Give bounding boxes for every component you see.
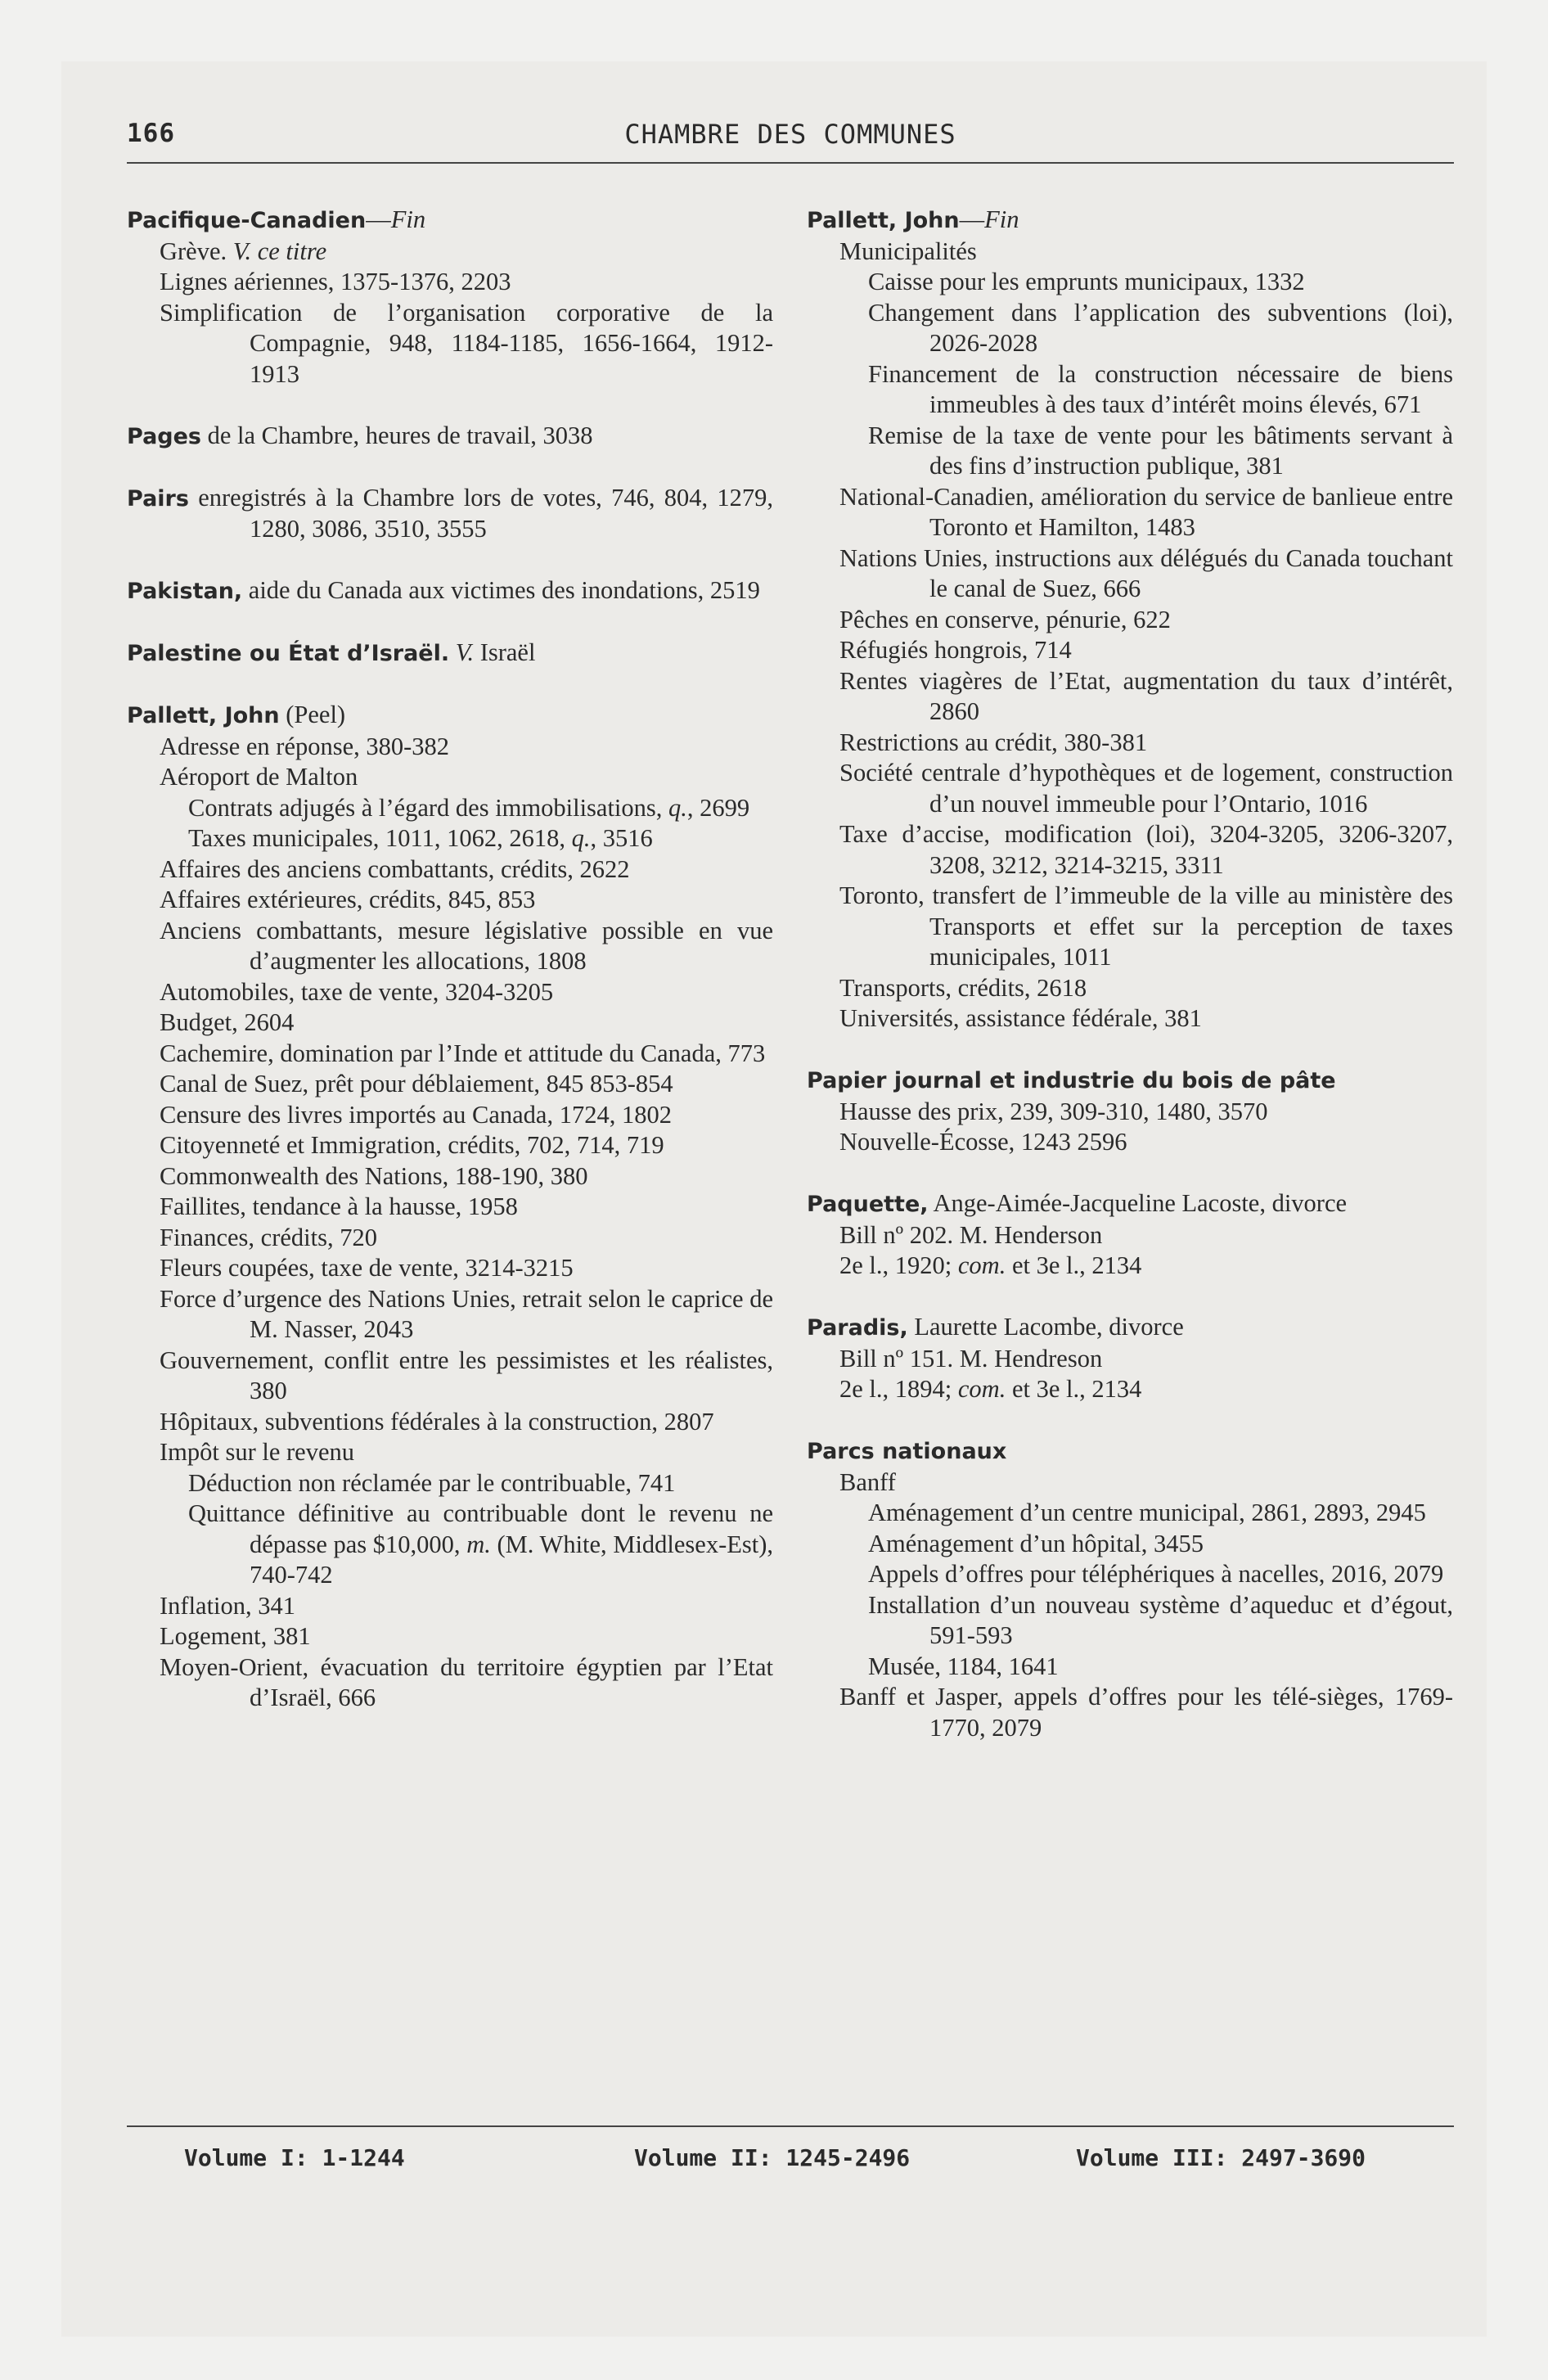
index-entry [807,1127,1453,1158]
entry-italic: q. [571,824,591,852]
footer-volume-1: Volume I: 1-1244 [184,2144,405,2171]
entry-text: Quittance définitive au contribuable dont le revenu ne dépasse pas $10,000, [188,1499,773,1558]
footer-volume-2: Volume II: 1245-2496 [634,2144,911,2171]
heading-text: aide du Canada aux victimes des inondations, 2519 [242,576,760,604]
entry-text: , 2699 [686,793,750,822]
index-entry [127,793,773,824]
index-entry [807,1097,1453,1128]
index-entry [807,1498,1453,1529]
index-entry [807,421,1453,482]
entry-text: Affaires extérieures, crédits, 845, 853 [160,886,536,913]
index-entry [807,298,1453,359]
heading-term: Palestine ou État d’Israël. [127,641,450,666]
entry-text: Inflation, 341 [160,1591,296,1620]
entry-italic: q. [668,793,687,822]
entry-text: Déduction non réclamée par le contribuable, 741 [188,1468,676,1497]
index-entry [807,728,1453,759]
entry-text: Grève. [160,237,233,265]
entry-text: Faillites, tendance à la hausse, 1958 [160,1192,518,1220]
right-column [807,205,1453,1743]
entry-text: Pêches en conserve, pénurie, 622 [839,605,1171,633]
index-entry [127,1100,773,1131]
index-entry [807,267,1453,298]
index-heading [127,483,773,545]
entry-text: Nouvelle-Écosse, 1243 2596 [839,1128,1127,1156]
index-heading [127,700,773,732]
entry-text: Installation d’un nouveau système d’aqueduc et d’égout, 591-593 [868,1590,1453,1649]
index-entry [807,635,1453,666]
index-entry [807,1652,1453,1683]
entry-text: Anciens combattants, mesure législative possible en vue d’augmenter les allocations, 1808 [160,916,773,975]
index-entry [807,1559,1453,1590]
entry-text: Financement de la construction nécessaire de biens immeubles à des taux d’intérêt moins élevés, 671 [868,359,1453,418]
index-heading [807,1188,1453,1220]
heading-term: Parcs nationaux [807,1439,1007,1464]
index-entry [127,237,773,268]
index-heading [127,421,773,453]
index-entry [127,1346,773,1407]
index-entry [127,1039,773,1070]
index-heading [807,205,1453,237]
entry-text: Force d’urgence des Nations Unies, retrait selon le caprice de M. Nasser, 2043 [160,1284,773,1343]
left-column [127,205,773,1714]
footer-rule [127,2125,1454,2127]
heading-italic: Fin [984,205,1019,233]
entry-text: Hôpitaux, subventions fédérales à la construction, 2807 [160,1407,714,1436]
entry-text: Nations Unies, instructions aux délégués du Canada touchant le canal de Suez, 666 [839,543,1453,602]
heading-term: Pairs [127,485,189,512]
entry-italic: m. [466,1530,491,1558]
index-heading [807,1312,1453,1344]
index-heading [127,205,773,237]
index-entry [807,1003,1453,1034]
entry-text: Lignes aériennes, 1375-1376, 2203 [160,268,511,295]
index-entry [807,1467,1453,1499]
footer-volume-3: Volume III: 2497-3690 [1076,2144,1366,2171]
heading-text: Ange-Aimée-Jacqueline Lacoste, divorce [928,1189,1348,1217]
entry-text: Canal de Suez, prêt pour déblaiement, 845 853-854 [160,1070,673,1098]
heading-term: Paquette, [807,1192,929,1217]
index-entry [807,1220,1453,1251]
entry-text: Commonwealth des Nations, 188-190, 380 [160,1161,588,1190]
index-entry [127,1437,773,1468]
index-entry [127,1130,773,1161]
index-entry [127,977,773,1008]
entry-text: Universités, assistance fédérale, 381 [839,1004,1202,1032]
entry-text: Toronto, transfert de l’immeuble de la ville au ministère des Transports et effet sur la perception de taxes municipales, 1011 [839,881,1453,971]
heading-text: (Peel) [279,701,346,728]
entry-text: Restrictions au crédit, 380-381 [839,728,1148,756]
index-entry [127,1407,773,1438]
heading-text: Israël [474,638,536,666]
heading-text: de la Chambre, heures de travail, 3038 [201,421,593,449]
volume-footer [127,2144,1454,2177]
entry-text: Taxe d’accise, modification (loi), 3204-3205, 3206-3207, 3208, 3212, 3214-3215, 3311 [839,820,1453,879]
header-rule [127,162,1454,164]
heading-term: Pages [127,423,201,449]
entry-text: Hausse des prix, 239, 309-310, 1480, 3570 [839,1097,1268,1125]
index-entry [807,666,1453,728]
entry-text: (M. White, Middlesex-Est), 740-742 [250,1530,773,1589]
page-header [127,119,1454,168]
heading-term: Pakistan, [127,579,243,604]
index-entry [127,823,773,854]
index-entry [807,881,1453,973]
index-entry [127,298,773,390]
entry-text: Aménagement d’un hôpital, 3455 [868,1529,1204,1557]
index-entry [127,854,773,886]
index-entry [127,1161,773,1192]
heading-term: Pallett, John [807,208,960,233]
entry-italic: com. [957,1375,1006,1403]
heading-term: Pacifique-Canadien [127,208,367,233]
entry-text: Automobiles, taxe de vente, 3204-3205 [160,977,554,1006]
heading-italic: Fin [390,205,426,233]
entry-text: et 3e l., 2134 [1006,1251,1142,1279]
heading-term: Paradis, [807,1315,908,1341]
entry-text: Caisse pour les emprunts municipaux, 1332 [868,268,1305,295]
index-entry [127,1253,773,1284]
index-entry [127,1007,773,1039]
index-entry [807,359,1453,421]
index-entry [807,758,1453,819]
index-entry [127,1591,773,1622]
index-entry [127,1223,773,1254]
index-entry [127,762,773,793]
index-entry [127,1499,773,1591]
heading-italic: V. [455,638,475,666]
entry-text: Adresse en réponse, 380-382 [160,732,450,760]
entry-text: Gouvernement, conflit entre les pessimistes et les réalistes, 380 [160,1346,773,1404]
index-entry [807,237,1453,268]
index-entry [127,1652,773,1714]
entry-text: Banff et Jasper, appels d’offres pour les télé-sièges, 1769-1770, 2079 [839,1683,1453,1742]
index-entry [127,1192,773,1223]
entry-text: Finances, crédits, 720 [160,1223,377,1251]
index-heading [127,638,773,669]
entry-text: Budget, 2604 [160,1008,295,1036]
entry-text: Appels d’offres pour téléphériques à nacelles, 2016, 2079 [868,1560,1444,1588]
index-entry [807,1344,1453,1375]
index-entry [807,605,1453,636]
entry-text: Bill nº 202. M. Henderson [839,1220,1103,1249]
entry-text: Musée, 1184, 1641 [868,1652,1059,1680]
index-entry [807,1251,1453,1282]
entry-text: Logement, 381 [160,1622,311,1650]
entry-text: Changement dans l’application des subventions (loi), 2026-2028 [868,298,1453,357]
index-entry [127,916,773,977]
entry-italic: com. [957,1251,1006,1279]
index-entry [807,1682,1453,1743]
index-heading [127,575,773,607]
heading-text [449,638,456,666]
heading-text: — [366,205,391,233]
index-heading [807,1065,1453,1097]
entry-text: et 3e l., 2134 [1006,1375,1142,1403]
index-heading [807,1436,1453,1467]
index-entry [127,732,773,763]
index-entry [807,1590,1453,1652]
index-entry [807,973,1453,1004]
entry-text: Contrats adjugés à l’égard des immobilisations, [188,793,669,822]
index-entry [127,1621,773,1652]
index-entry [127,885,773,916]
entry-text: Impôt sur le revenu [160,1438,354,1466]
entry-text: Réfugiés hongrois, 714 [839,636,1072,664]
entry-text: Simplification de l’organisation corporative de la Compagnie, 948, 1184-1185, 1656-1664, 1912-1913 [160,298,773,388]
entry-text: Société centrale d’hypothèques et de logement, construction d’un nouvel immeuble pour l’Ontario, 1016 [839,759,1453,818]
entry-text: Rentes viagères de l’Etat, augmentation du taux d’intérêt, 2860 [839,666,1453,725]
index-entry [127,1284,773,1346]
heading-text: enregistrés à la Chambre lors de votes, 746, 804, 1279, 1280, 3086, 3510, 3555 [188,483,773,543]
index-entry [127,1468,773,1499]
entry-text: Taxes municipales, 1011, 1062, 2618, [188,824,572,852]
entry-text: National-Canadien, amélioration du service de banlieue entre Toronto et Hamilton, 1483 [839,482,1453,541]
heading-term: Pallett, John [127,703,280,728]
index-entry [807,1374,1453,1405]
entry-text: Banff [839,1467,896,1496]
entry-text: Aménagement d’un centre municipal, 2861, 2893, 2945 [868,1499,1426,1526]
index-entry [807,1529,1453,1560]
index-entry [807,543,1453,605]
entry-text: Remise de la taxe de vente pour les bâtiments servant à des fins d’instruction publique, 381 [868,421,1453,480]
index-entry [127,267,773,298]
index-entry [127,1069,773,1100]
running-title: CHAMBRE DES COMMUNES [624,119,956,150]
entry-text: Cachemire, domination par l’Inde et attitude du Canada, 773 [160,1039,766,1067]
heading-text: Laurette Lacombe, divorce [907,1313,1184,1341]
entry-italic: V. ce titre [232,237,327,265]
page-number: 166 [127,119,175,148]
entry-text: Moyen-Orient, évacuation du territoire égyptien par l’Etat d’Israël, 666 [160,1652,773,1711]
entry-text: , 3516 [590,824,653,852]
index-entry [807,819,1453,881]
entry-text: Bill nº 151. M. Hendreson [839,1344,1103,1373]
entry-text: 2e l., 1894; [839,1375,958,1403]
heading-term: Papier journal et industrie du bois de pâte [807,1068,1336,1093]
entry-text: Municipalités [839,237,977,265]
entry-text: Affaires des anciens combattants, crédits, 2622 [160,854,630,883]
entry-text: 2e l., 1920; [839,1251,958,1279]
entry-text: Fleurs coupées, taxe de vente, 3214-3215 [160,1254,574,1282]
entry-text: Transports, crédits, 2618 [839,973,1087,1002]
entry-text: Citoyenneté et Immigration, crédits, 702, 714, 719 [160,1131,664,1159]
index-entry [807,482,1453,543]
entry-text: Aéroport de Malton [160,763,358,791]
entry-text: Censure des livres importés au Canada, 1724, 1802 [160,1100,672,1129]
heading-text: — [959,205,985,233]
